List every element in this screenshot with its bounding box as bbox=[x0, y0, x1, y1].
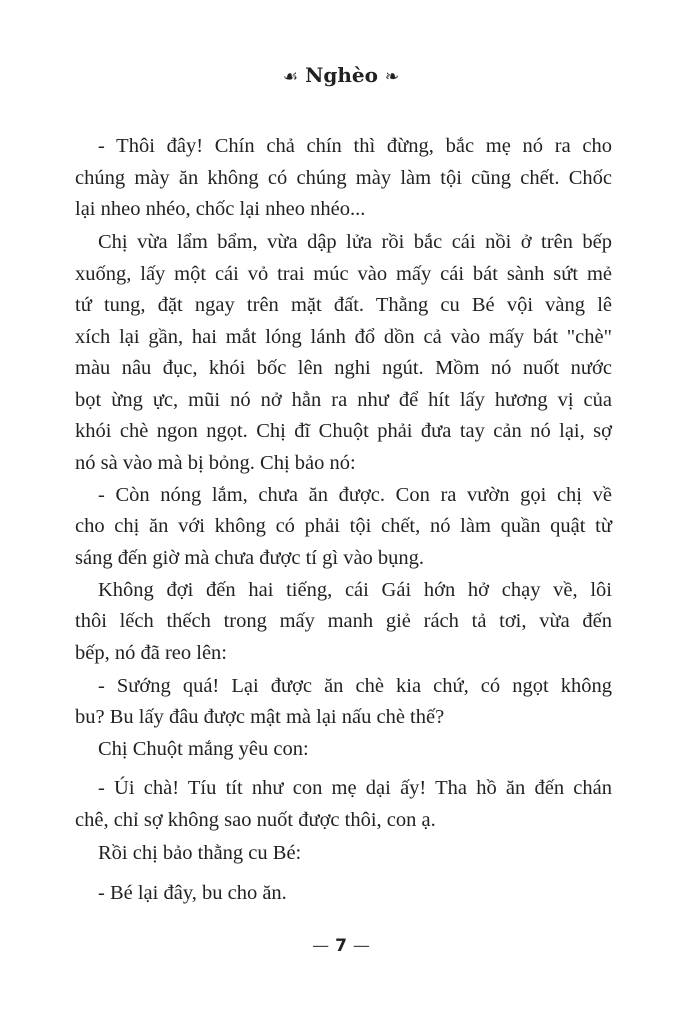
text-line: màu nâu đục, khói bốc lên nghi ngút. Mồm nó nuốt nước bbox=[75, 357, 612, 379]
paragraph bbox=[75, 227, 612, 479]
text-line: - Sướng quá! Lại được ăn chè kia chứ, có ngọt không bbox=[98, 674, 612, 697]
paragraph bbox=[75, 480, 612, 575]
page-number bbox=[0, 932, 682, 960]
ornament-right-icon: ❧ bbox=[384, 67, 400, 87]
chapter-title-text: Nghèo bbox=[305, 63, 378, 87]
text-line: Chị vừa lẩm bẩm, vừa dập lửa rồi bắc cái nồi ở trên bếp bbox=[98, 231, 612, 253]
paragraph bbox=[75, 131, 612, 226]
page-number-text: 7 bbox=[335, 936, 347, 956]
text-line: cho chị ăn với không có phải tội chết, nó làm quần quật từ bbox=[75, 515, 612, 537]
paragraph bbox=[75, 671, 612, 734]
text-line: bọt ừng ực, mũi nó nở hẳn ra như để hít lấy hương vị của bbox=[75, 388, 612, 411]
paragraph bbox=[75, 734, 612, 766]
text-line: Rồi chị bảo thằng cu Bé: bbox=[98, 841, 302, 864]
text-line: bếp, nó đã reo lên: bbox=[75, 641, 227, 664]
chapter-title bbox=[0, 60, 682, 92]
text-line: - Còn nóng lắm, chưa ăn được. Con ra vườn gọi chị về bbox=[98, 483, 612, 506]
ornament-left-icon: ☙ bbox=[282, 67, 299, 87]
body-text bbox=[75, 131, 612, 909]
paragraph bbox=[75, 878, 612, 910]
text-line: - Bé lại đây, bu cho ăn. bbox=[98, 881, 287, 904]
paragraph bbox=[75, 575, 612, 670]
text-line: tứ tung, đặt ngay trên mặt đất. Thằng cu Bé vội vàng lê bbox=[75, 294, 612, 316]
text-line: Chị Chuột mắng yêu con: bbox=[98, 738, 309, 760]
text-line: sáng đến giờ mà chưa được tí gì vào bụng. bbox=[75, 546, 425, 569]
text-line: nó sà vào mà bị bỏng. Chị bảo nó: bbox=[75, 451, 356, 474]
text-line: - Úi chà! Tíu tít như con mẹ dại ấy! Tha hồ ăn đến chán bbox=[98, 777, 612, 799]
text-line: - Thôi đây! Chín chả chín thì đừng, bắc mẹ nó ra cho bbox=[98, 135, 612, 157]
text-line: khói chè ngon ngọt. Chị đĩ Chuột phải đưa tay cản nó lại, sợ bbox=[75, 420, 612, 442]
text-line: chúng mày ăn không có chúng mày làm tội cũng chết. Chốc bbox=[75, 166, 612, 189]
paragraph bbox=[75, 838, 612, 870]
text-line: xuống, lấy một cái vỏ trai múc vào mấy cái bát sành sứt mẻ bbox=[75, 262, 612, 285]
dash-right: — bbox=[352, 936, 370, 956]
text-line: Không đợi đến hai tiếng, cái Gái hớn hở chạy về, lôi bbox=[98, 578, 612, 601]
text-line: lại nheo nhéo, chốc lại nheo nhéo... bbox=[75, 198, 366, 220]
text-line: chê, chỉ sợ không sao nuốt được thôi, con ạ. bbox=[75, 808, 436, 831]
paragraph bbox=[75, 773, 612, 836]
text-line: thôi lếch thếch trong mấy manh giẻ rách tả tơi, vừa đến bbox=[75, 610, 612, 632]
text-line: bu? Bu lấy đâu được mật mà lại nấu chè thế? bbox=[75, 706, 445, 728]
dash-left: — bbox=[312, 936, 330, 956]
text-line: xích lại gần, hai mắt lóng lánh đổ dồn cả vào mấy bát "chè" bbox=[75, 325, 612, 348]
